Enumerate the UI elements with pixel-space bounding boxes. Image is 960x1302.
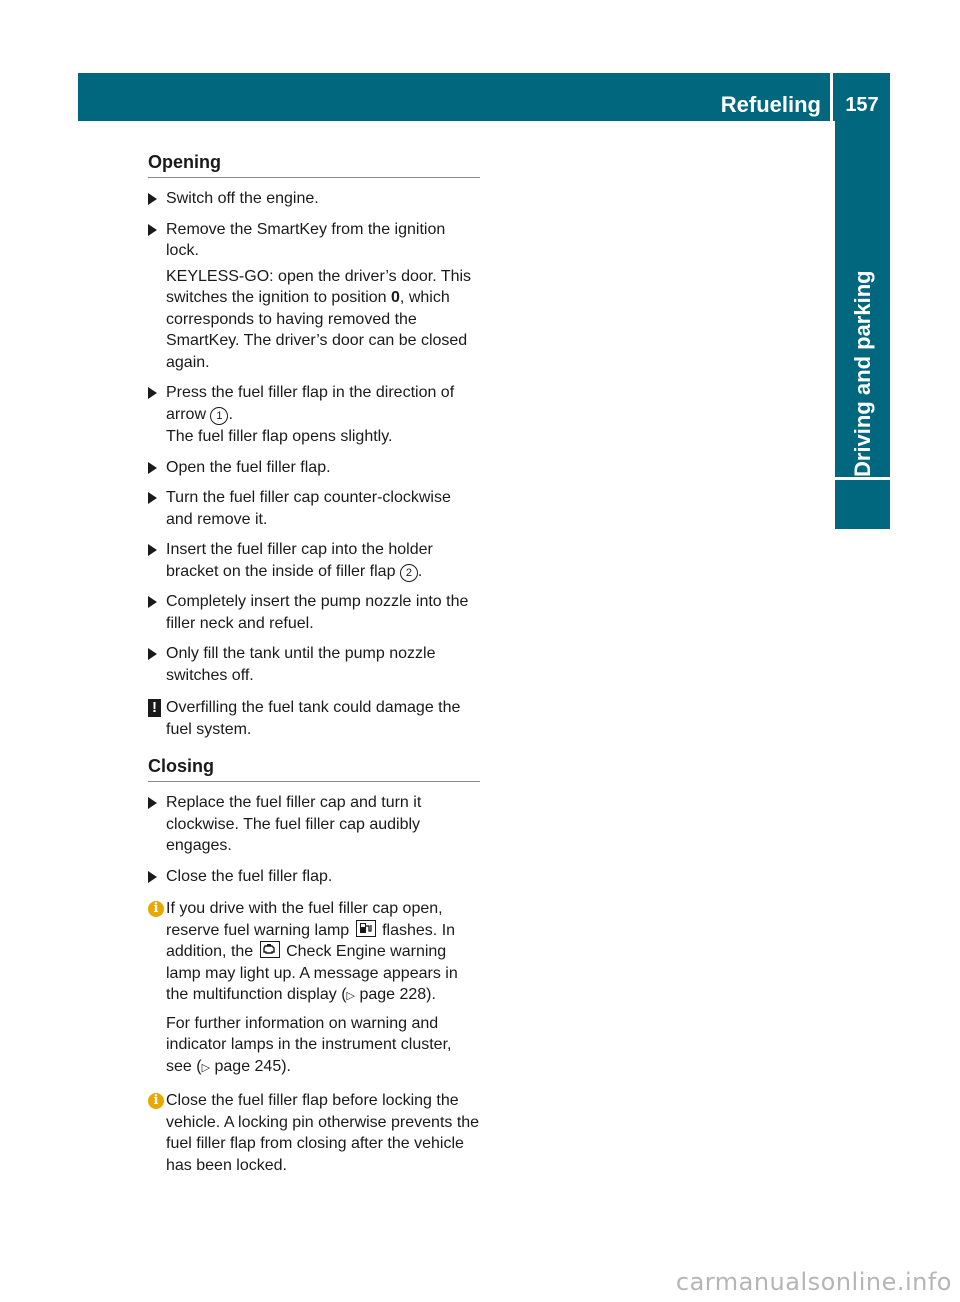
step-text — [166, 382, 480, 425]
info-text-part: If you drive with the fuel filler cap open, reserve fuel warning lamp — [166, 900, 443, 939]
triangle-bullet-icon — [148, 492, 157, 504]
step-text-end: . — [417, 562, 423, 580]
info-text — [166, 1013, 480, 1080]
check-engine-icon — [260, 941, 280, 958]
triangle-bullet-icon — [148, 648, 157, 660]
triangle-bullet-icon — [148, 871, 157, 883]
triangle-bullet-icon — [148, 797, 157, 809]
step-text-part: Press the fuel filler flap in the direction of arrow — [166, 384, 455, 423]
triangle-bullet-icon — [148, 224, 157, 236]
info-text-part: page 228). — [355, 986, 436, 1003]
step-detail — [166, 266, 480, 374]
step-text: Only fill the tank until the pump nozzle switches off. — [166, 645, 436, 684]
step-text: Turn the fuel filler cap counter-clockwise and remove it. — [166, 489, 451, 528]
info-note — [148, 898, 480, 1079]
triangle-bullet-icon — [148, 462, 157, 474]
step-text-end: . — [228, 405, 233, 423]
info-text-part: page 245). — [210, 1057, 291, 1075]
section-title: Refueling — [720, 92, 821, 117]
step-item — [148, 866, 480, 888]
info-text: Close the fuel filler flap before locking the vehicle. A locking pin otherwise prevents the fuel filler flap from closing after the vehicle has been locked. — [166, 1092, 480, 1174]
step-item — [148, 382, 480, 448]
step-item — [148, 487, 480, 530]
side-tab-label: Driving and parking — [850, 270, 875, 477]
warning-icon: ! — [148, 699, 161, 717]
header-bar — [78, 73, 890, 121]
info-text-part: For further information on warning and indicator lamps in the instrument cluster, see ( — [166, 1014, 452, 1075]
step-item — [148, 457, 480, 479]
info-text-part: Check Engine warning lamp may light up. A message appears in the multifunction display ( — [166, 943, 458, 1003]
warning-note — [148, 697, 480, 740]
triangle-bullet-icon — [148, 193, 157, 205]
step-text: Remove the SmartKey from the ignition lock. — [166, 220, 446, 259]
callout-2-icon: 2 — [400, 564, 418, 582]
main-content — [148, 150, 480, 1185]
info-text — [166, 898, 480, 1008]
step-text — [166, 539, 480, 582]
triangle-bullet-icon — [148, 387, 157, 399]
step-text: Close the fuel filler flap. — [166, 867, 333, 885]
closing-heading: Closing — [148, 754, 480, 782]
info-icon: i — [148, 901, 164, 917]
step-detail-text: , which corresponds to having removed the SmartKey. The driver’s door can be closed again. — [166, 289, 468, 371]
header-divider — [830, 73, 833, 121]
step-text: Switch off the engine. — [166, 190, 319, 207]
step-item — [148, 792, 480, 857]
info-note — [148, 1090, 480, 1176]
info-icon: i — [148, 1093, 164, 1109]
page-ref-arrow-icon: ▷ — [201, 1061, 211, 1074]
step-item — [148, 591, 480, 634]
step-item — [148, 188, 480, 210]
step-item — [148, 219, 480, 374]
step-text: Open the fuel filler flap. — [166, 458, 331, 476]
watermark: carmanualsonline.info — [675, 1268, 952, 1296]
warning-text: Overfilling the fuel tank could damage the fuel system. — [166, 699, 461, 738]
step-item — [148, 539, 480, 582]
triangle-bullet-icon — [148, 544, 157, 556]
step-text-part: Insert the fuel filler cap into the holder bracket on the inside of filler flap — [166, 541, 433, 580]
page-ref-arrow-icon: ▷ — [346, 990, 355, 1002]
step-text: Completely insert the pump nozzle into the filler neck and refuel. — [166, 593, 469, 632]
info-text-part: flashes. In addition, the — [166, 921, 456, 960]
step-detail: The fuel filler flap opens slightly. — [166, 428, 393, 445]
triangle-bullet-icon — [148, 596, 157, 608]
step-item — [148, 643, 480, 686]
step-text: Replace the fuel filler cap and turn it clockwise. The fuel filler cap audibly engages. — [166, 794, 422, 854]
ignition-position: 0 — [391, 289, 400, 306]
page-number: 157 — [845, 94, 879, 116]
callout-1-icon: 1 — [210, 407, 228, 425]
opening-heading: Opening — [148, 150, 480, 178]
side-tab-separator — [835, 477, 890, 480]
fuel-pump-icon — [356, 920, 376, 937]
step-detail-text: KEYLESS-GO: open the driver’s door. This switches the ignition to position — [166, 267, 472, 306]
